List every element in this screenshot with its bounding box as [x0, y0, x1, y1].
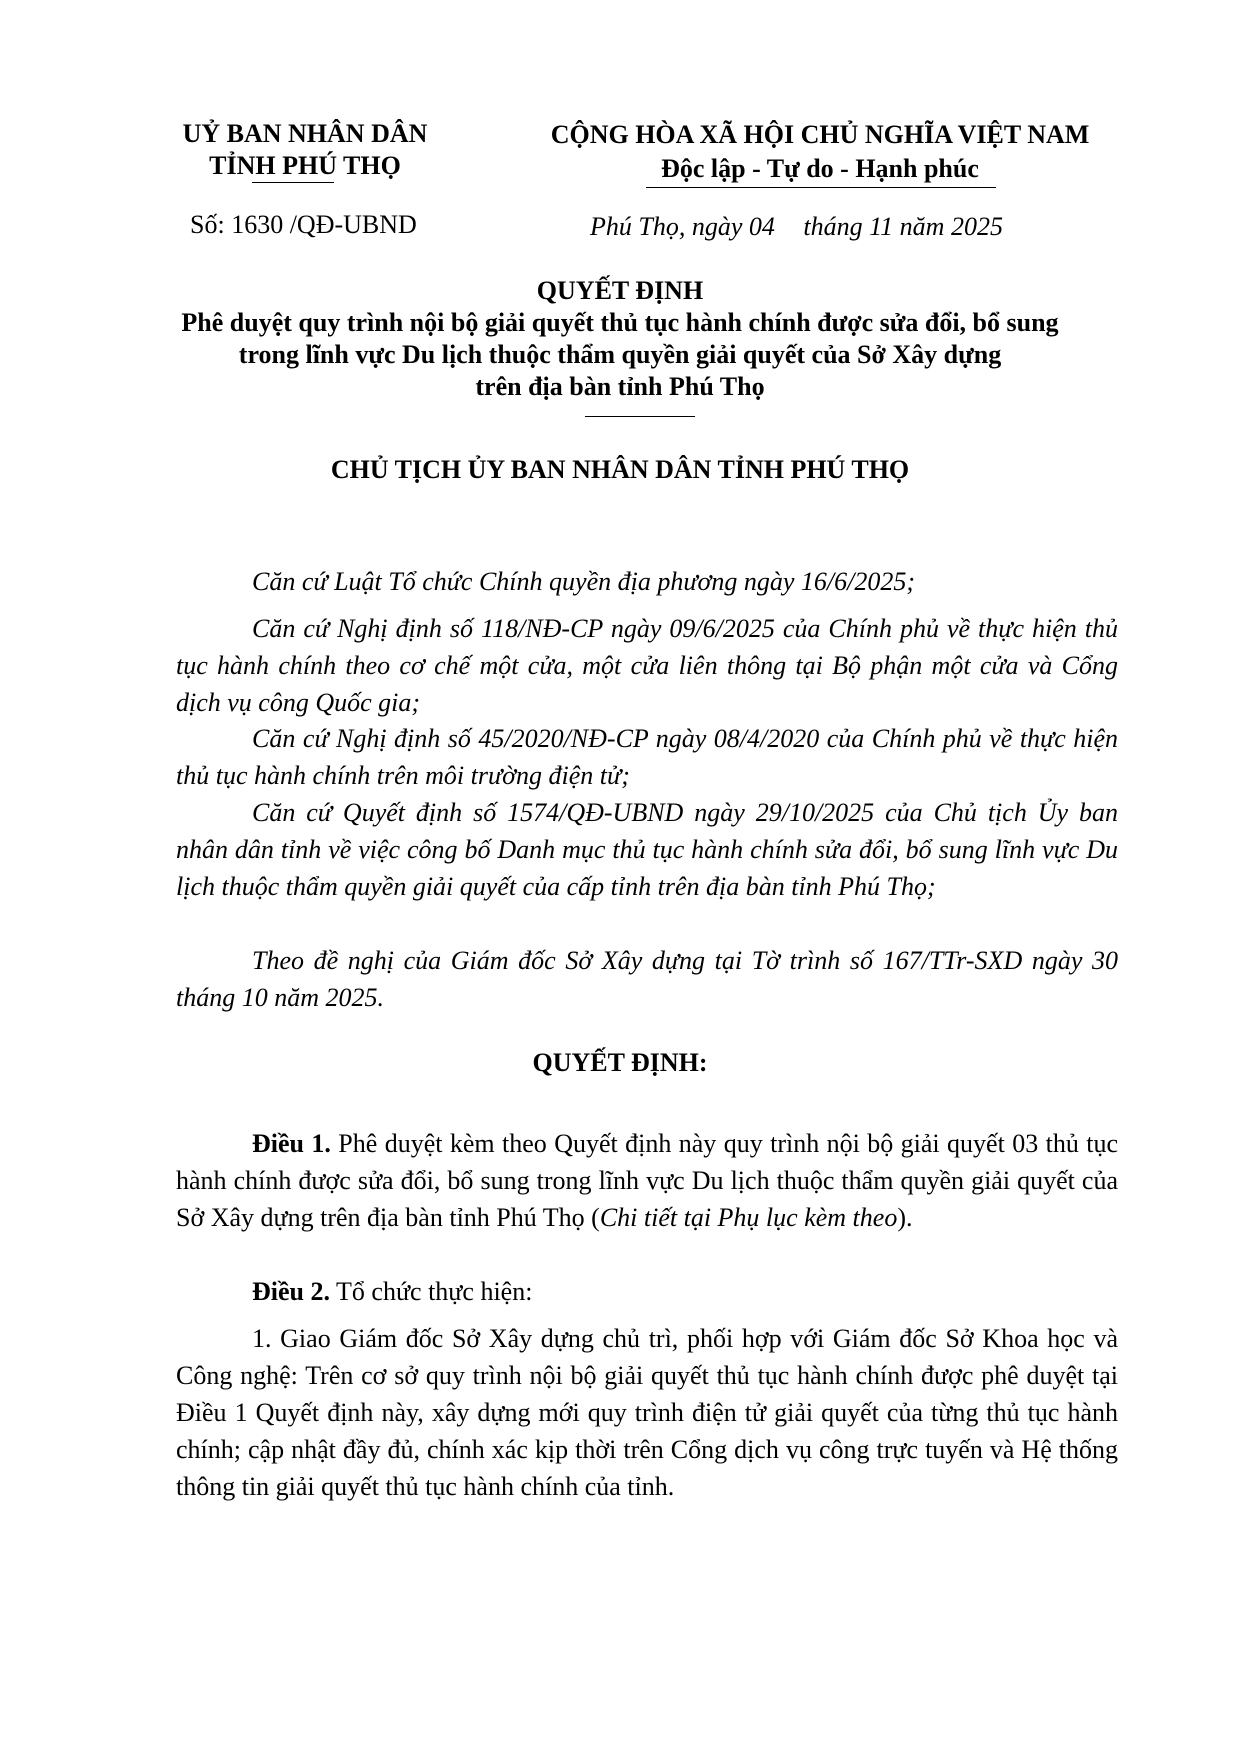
issuing-authority: CHỦ TỊCH ỦY BAN NHÂN DÂN TỈNH PHÚ THỌ	[330, 455, 910, 484]
decision-title-block	[120, 275, 1120, 403]
title-line-1: Phê duyệt quy trình nội bộ giải quyết thủ tục hành chính được sửa đổi, bổ sung	[181, 308, 1059, 337]
title-underline	[585, 416, 695, 417]
national-header	[520, 118, 1120, 186]
article-1-end: ).	[897, 1203, 913, 1232]
article-1-italic: Chi tiết tại Phụ lục kèm theo	[599, 1203, 898, 1232]
agency-line2: TỈNH PHÚ THỌ	[209, 151, 401, 180]
nation-name: CỘNG HÒA XÃ HỘI CHỦ NGHĨA VIỆT NAM	[550, 120, 1090, 149]
date-rest: tháng 11 năm 2025	[803, 212, 1003, 241]
decision-heading: QUYẾT ĐỊNH:	[532, 1048, 708, 1077]
title-line-2: trong lĩnh vực Du lịch thuộc thẩm quyền giải quyết của Sở Xây dựng	[238, 340, 1002, 369]
document-number	[190, 210, 417, 240]
doc-number-suffix: /QĐ-UBND	[289, 210, 417, 239]
agency-underline	[252, 182, 334, 183]
basis-paragraph-1: Căn cứ Luật Tổ chức Chính quyền địa phương ngày 16/6/2025;	[252, 567, 916, 596]
article-2	[176, 1273, 1118, 1310]
basis-paragraph-3: Căn cứ Nghị định số 45/2020/NĐ-CP ngày 08/4/2020 của Chính phủ về thực hiện thủ tục hành chính trên môi trường điện tử;	[176, 724, 1118, 790]
title-line-3: trên địa bàn tỉnh Phú Thọ	[475, 372, 765, 401]
doc-number-prefix: Số:	[190, 210, 225, 239]
doc-number-value: 1630	[231, 210, 284, 239]
article-2-label: Điều 2.	[252, 1277, 330, 1306]
decision-title: QUYẾT ĐỊNH	[536, 276, 704, 305]
place-date	[590, 212, 1003, 242]
basis-paragraph-5: Theo đề nghị của Giám đốc Sở Xây dựng tại Tờ trình số 167/TTr-SXD ngày 30 tháng 10 năm 2025.	[176, 946, 1118, 1012]
motto: Độc lập - Tự do - Hạnh phúc	[661, 154, 979, 183]
motto-underline	[646, 187, 996, 188]
article-2-item-1: 1. Giao Giám đốc Sở Xây dựng chủ trì, phối hợp với Giám đốc Sở Khoa học và Công nghệ: Trên cơ sở quy trình nội bộ giải quyết thủ tục hành chính được phê duyệt tại Điều 1 Quyết định này, xây dựng mới quy trình điện tử giải quyết của từng thủ tục hành chính; cập nhật đầy đủ, chính xác kịp thời trên Cổng dịch vụ công trực tuyến và Hệ thống thông tin giải quyết thủ tục hành chính của tỉnh.	[176, 1324, 1118, 1501]
article-1	[176, 1125, 1118, 1236]
date-place: Phú Thọ, ngày	[590, 212, 743, 241]
article-1-label: Điều 1.	[252, 1129, 331, 1158]
article-1-text: Phê duyệt kèm theo Quyết định này quy trình nội bộ giải quyết 03 thủ tục hành chính được sửa đổi, bổ sung trong lĩnh vực Du lịch thuộc thẩm quyền giải quyết của Sở Xây dựng trên địa bàn tỉnh Phú Thọ (	[176, 1129, 1118, 1232]
article-2-text: Tổ chức thực hiện:	[330, 1277, 533, 1306]
agency-line1: UỶ BAN NHÂN DÂN	[182, 119, 428, 148]
basis-paragraph-4: Căn cứ Quyết định số 1574/QĐ-UBND ngày 29/10/2025 của Chủ tịch Ủy ban nhân dân tỉnh về việc công bố Danh mục thủ tục hành chính sửa đổi, bổ sung lĩnh vực Du lịch thuộc thẩm quyền giải quyết của cấp tỉnh trên địa bàn tỉnh Phú Thọ;	[176, 798, 1118, 901]
basis-paragraph-2: Căn cứ Nghị định số 118/NĐ-CP ngày 09/6/2025 của Chính phủ về thực hiện thủ tục hành chính theo cơ chế một cửa, một cửa liên thông tại Bộ phận một cửa và Cổng dịch vụ công Quốc gia;	[176, 614, 1118, 717]
agency-name	[160, 118, 450, 182]
date-day: 04	[748, 212, 775, 241]
